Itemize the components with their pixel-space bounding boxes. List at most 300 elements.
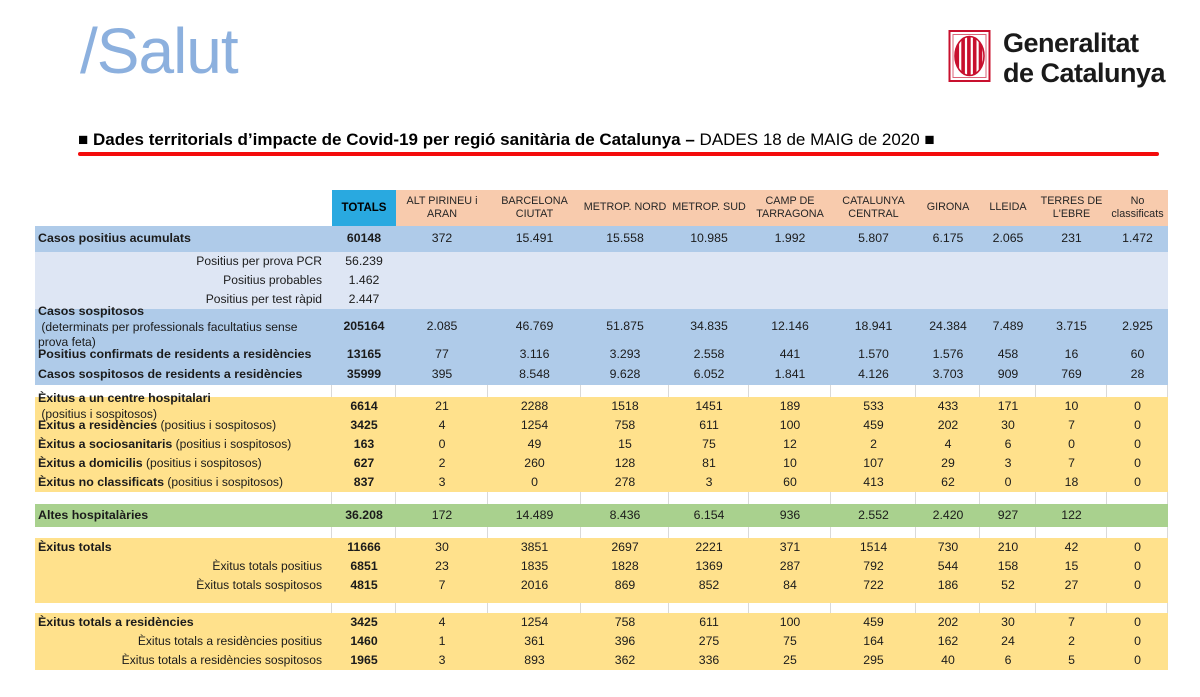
- table-row: [35, 576, 1168, 595]
- cell-region-value: 34.835: [690, 319, 728, 334]
- table-row: [35, 504, 1168, 527]
- table-row: [35, 391, 1168, 421]
- table-row: [35, 435, 1168, 454]
- cell-region-value: 0: [1134, 398, 1141, 413]
- cell-region-value: 2: [438, 455, 446, 470]
- cell-region-value: [831, 252, 916, 271]
- gap-cell: [488, 603, 581, 613]
- cell-region-value: 75: [702, 436, 716, 451]
- cell-region-value: 0: [1134, 474, 1141, 489]
- cell-region-value: 2.085: [426, 319, 458, 334]
- cell-region-value: [488, 271, 581, 290]
- gap-cell: [488, 527, 581, 538]
- cell-region-value: 40: [941, 652, 955, 667]
- cell-region-value: 51.875: [606, 319, 644, 334]
- cell-region-value: [831, 271, 916, 290]
- cell-region-value: 6.052: [693, 367, 725, 382]
- cell-region-value: 2.558: [693, 347, 725, 362]
- cell-totals: 1.462: [348, 272, 380, 287]
- gap-cell: [749, 527, 831, 538]
- cell-region-value: 295: [863, 652, 884, 667]
- cell-region-value: [1036, 252, 1107, 271]
- cell-totals: 6614: [350, 398, 378, 413]
- cell-region-value: 4.126: [858, 367, 889, 382]
- cell-region-value: 1518: [611, 398, 639, 413]
- cell-region-value: 18: [1064, 474, 1079, 489]
- gap-cell: [831, 492, 916, 504]
- table-gap-row: [35, 603, 1168, 613]
- cell-region-value: [1036, 290, 1107, 309]
- cell-region-value: 15.558: [606, 231, 644, 246]
- cell-region-value: 611: [699, 614, 719, 629]
- cell-region-value: 7: [1068, 417, 1075, 432]
- row-label: Positius per prova PCR: [196, 253, 322, 268]
- cell-totals: 13165: [346, 347, 382, 362]
- cell-region-value: [980, 252, 1036, 271]
- cell-region-value: 7: [1068, 455, 1075, 470]
- gap-cell: [35, 492, 332, 504]
- table-spacer-row: [35, 595, 1168, 603]
- gap-cell: [332, 385, 396, 397]
- cell-region-value: 0: [1134, 633, 1141, 648]
- report-title-main: ■ Dades territorials d’impacte de Covid-19 per regió sanitària de Catalunya –: [78, 130, 695, 149]
- cell-region-value: 62: [941, 474, 955, 489]
- cell-region-value: 0: [1068, 436, 1075, 451]
- table-header-row: [35, 190, 1168, 226]
- gap-cell: [581, 385, 669, 397]
- cell-region-value: [669, 290, 749, 309]
- table-row: [35, 454, 1168, 473]
- table-gap-row: [35, 527, 1168, 538]
- gap-cell: [831, 527, 916, 538]
- cell-totals: 60148: [346, 231, 382, 246]
- cell-region-value: 12.146: [771, 319, 809, 334]
- gap-cell: [980, 527, 1036, 538]
- cell-region-value: 0: [1134, 652, 1141, 667]
- cell-region-value: 0: [1134, 455, 1141, 470]
- cell-region-value: 2697: [611, 539, 639, 554]
- column-header: METROP. NORD: [581, 190, 669, 226]
- column-header: CAMP DE TARRAGONA: [749, 190, 831, 226]
- cell-region-value: 459: [863, 614, 884, 629]
- gap-cell: [980, 492, 1036, 504]
- column-header: CATALUNYA CENTRAL: [831, 190, 916, 226]
- row-label: Èxitus totals positius: [212, 558, 322, 573]
- cell-region-value: [396, 290, 488, 309]
- cell-region-value: 3.293: [609, 347, 641, 362]
- cell-region-value: 15: [1064, 558, 1079, 573]
- gap-cell: [581, 527, 669, 538]
- cell-region-value: 362: [614, 652, 636, 667]
- cell-region-value: 792: [863, 558, 884, 573]
- cell-region-value: 4: [438, 614, 446, 629]
- cell-totals: 4815: [350, 577, 378, 592]
- table-row: [35, 271, 1168, 290]
- cell-region-value: 260: [524, 455, 545, 470]
- cell-region-value: 869: [614, 577, 636, 592]
- row-label: Casos sospitosos (determinats per professionals facultatius sense prova feta): [38, 304, 298, 349]
- cell-region-value: 2: [870, 436, 877, 451]
- cell-region-value: [916, 290, 980, 309]
- cell-region-value: 84: [783, 577, 797, 592]
- cell-region-value: 9.628: [609, 367, 641, 382]
- cell-totals: 11666: [347, 539, 381, 554]
- cell-region-value: 1835: [520, 558, 549, 573]
- row-label: Èxitus totals a residències sospitosos: [121, 652, 322, 667]
- row-label: Èxitus totals: [38, 539, 112, 554]
- cell-region-value: 49: [527, 436, 542, 451]
- gap-cell: [1036, 527, 1107, 538]
- cell-region-value: 1254: [520, 417, 549, 432]
- gap-cell: [749, 385, 831, 397]
- cell-region-value: 189: [779, 398, 801, 413]
- cell-region-value: 171: [997, 398, 1019, 413]
- table-row: [35, 345, 1168, 365]
- column-header: No classificats: [1107, 190, 1168, 226]
- cell-region-value: [916, 271, 980, 290]
- table-gap-row: [35, 492, 1168, 504]
- gap-cell: [396, 527, 488, 538]
- cell-region-value: 186: [937, 577, 959, 592]
- cell-region-value: 458: [997, 347, 1019, 362]
- cell-region-value: [749, 290, 831, 309]
- gap-cell: [332, 527, 396, 538]
- cell-region-value: 0: [1134, 539, 1141, 554]
- cell-region-value: 6.154: [693, 507, 725, 522]
- cell-region-value: 8.548: [519, 367, 550, 382]
- cell-totals: 2.447: [348, 291, 380, 306]
- cell-region-value: 4: [944, 436, 952, 451]
- gap-cell: [669, 492, 749, 504]
- gap-cell: [488, 492, 581, 504]
- cell-region-value: [980, 271, 1036, 290]
- table-row: [35, 290, 1168, 309]
- cell-region-value: 0: [1134, 558, 1141, 573]
- cell-region-value: 81: [702, 455, 716, 470]
- cell-region-value: 6: [1004, 436, 1012, 451]
- cell-region-value: 1.472: [1122, 231, 1153, 246]
- cell-region-value: 2.925: [1122, 319, 1153, 334]
- cell-region-value: 52: [1001, 577, 1015, 592]
- column-header: ALT PIRINEU i ARAN: [396, 190, 488, 226]
- row-label: Positius per test ràpid: [205, 291, 322, 306]
- cell-region-value: 10: [783, 455, 797, 470]
- cell-region-value: 202: [937, 614, 959, 629]
- gap-cell: [581, 603, 669, 613]
- cell-region-value: [581, 252, 669, 271]
- gap-cell: [1036, 385, 1107, 397]
- cell-region-value: 3.703: [932, 367, 964, 382]
- cell-region-value: 1828: [611, 558, 639, 573]
- column-header-label: [35, 190, 332, 226]
- cell-region-value: [831, 290, 916, 309]
- cell-region-value: 395: [431, 367, 453, 382]
- row-label: Èxitus no classificats (positius i sospitosos): [38, 474, 283, 489]
- gencat-wordmark: [1003, 29, 1165, 87]
- cell-region-value: [396, 271, 488, 290]
- table-row: [35, 651, 1168, 670]
- cell-region-value: 7: [1068, 614, 1075, 629]
- cell-region-value: 2016: [520, 577, 549, 592]
- cell-region-value: [581, 271, 669, 290]
- cell-region-value: 100: [779, 614, 801, 629]
- report-title-date: DADES 18 de MAIG de 2020 ■: [694, 130, 935, 149]
- cell-region-value: 275: [698, 633, 720, 648]
- row-label: Èxitus a un centre hospitalari (positius i sospitosos): [38, 391, 211, 421]
- cell-region-value: 1254: [520, 614, 549, 629]
- cell-region-value: 12: [783, 436, 797, 451]
- cell-region-value: 42: [1064, 539, 1079, 554]
- cell-region-value: 128: [614, 455, 636, 470]
- cell-region-value: 23: [435, 558, 449, 573]
- table-row: [35, 252, 1168, 271]
- row-label: Èxitus a sociosanitaris (positius i sospitosos): [38, 436, 292, 451]
- gap-cell: [749, 603, 831, 613]
- gencat-shield-icon: [946, 26, 993, 91]
- row-label: Èxitus totals a residències positius: [137, 633, 322, 648]
- cell-region-value: 611: [699, 417, 719, 432]
- cell-region-value: 533: [863, 398, 884, 413]
- cell-region-value: 4: [438, 417, 446, 432]
- cell-region-value: 7: [438, 577, 446, 592]
- cell-region-value: [1107, 504, 1168, 527]
- cell-region-value: 3.116: [519, 347, 550, 362]
- cell-region-value: 122: [1061, 507, 1082, 522]
- cell-totals: 35999: [346, 367, 382, 382]
- cell-region-value: 2: [1068, 633, 1075, 648]
- gap-cell: [980, 385, 1036, 397]
- cell-totals: 1460: [350, 633, 378, 648]
- cell-region-value: 3.715: [1056, 319, 1087, 334]
- cell-region-value: 758: [614, 417, 636, 432]
- table-row: [35, 632, 1168, 651]
- cell-region-value: 0: [1134, 577, 1141, 592]
- covid-regions-table: [35, 190, 1168, 670]
- cell-region-value: 852: [698, 577, 720, 592]
- cell-region-value: 107: [863, 455, 884, 470]
- cell-region-value: [916, 252, 980, 271]
- cell-region-value: 1.992: [774, 231, 806, 246]
- cell-totals: 6851: [350, 558, 378, 573]
- gap-cell: [35, 603, 332, 613]
- cell-region-value: 164: [863, 633, 884, 648]
- cell-region-value: 6: [1004, 652, 1012, 667]
- gap-cell: [396, 603, 488, 613]
- cell-region-value: 3851: [520, 539, 549, 554]
- column-header: METROP. SUD: [669, 190, 749, 226]
- cell-region-value: 16: [1064, 347, 1079, 362]
- gap-cell: [332, 492, 396, 504]
- cell-region-value: 0: [1134, 436, 1141, 451]
- cell-region-value: 287: [779, 558, 801, 573]
- cell-region-value: [749, 252, 831, 271]
- gap-cell: [916, 492, 980, 504]
- cell-region-value: 24.384: [929, 319, 967, 334]
- cell-region-value: 3: [705, 474, 713, 489]
- cell-region-value: 3: [438, 474, 446, 489]
- salut-logo: /Salut: [80, 15, 238, 87]
- cell-region-value: 28: [1130, 367, 1145, 382]
- cell-region-value: 278: [614, 474, 636, 489]
- cell-region-value: 202: [937, 417, 959, 432]
- cell-region-value: 893: [524, 652, 545, 667]
- gap-cell: [980, 603, 1036, 613]
- row-label: Exitus a residències (positius i sospitosos): [38, 417, 277, 432]
- cell-totals: 3425: [350, 417, 378, 432]
- cell-region-value: [488, 290, 581, 309]
- cell-totals: 837: [353, 474, 375, 489]
- cell-region-value: 30: [1001, 417, 1015, 432]
- cell-region-value: 3: [1004, 455, 1012, 470]
- cell-region-value: 0: [438, 436, 446, 451]
- cell-totals: 1965: [350, 652, 378, 667]
- cell-region-value: 2.065: [992, 231, 1024, 246]
- gap-cell: [916, 603, 980, 613]
- cell-region-value: 459: [863, 417, 884, 432]
- cell-region-value: 8.436: [609, 507, 641, 522]
- row-label: Positius confirmats de residents a residències: [38, 347, 312, 362]
- gap-cell: [916, 385, 980, 397]
- row-label: Èxitus a domicilis (positius i sospitosos): [38, 455, 262, 470]
- cell-region-value: [1036, 271, 1107, 290]
- cell-region-value: 30: [435, 539, 449, 554]
- gap-cell: [35, 527, 332, 538]
- cell-region-value: 5.807: [858, 231, 889, 246]
- cell-region-value: [1107, 290, 1168, 309]
- row-label: Èxitus totals sospitosos: [196, 577, 322, 592]
- gap-cell: [1107, 385, 1168, 397]
- table-row: [35, 226, 1168, 252]
- cell-totals: 36.208: [345, 507, 383, 522]
- table-row: [35, 304, 1168, 349]
- cell-totals: 627: [353, 455, 375, 470]
- cell-region-value: 1.570: [858, 347, 889, 362]
- gap-cell: [831, 603, 916, 613]
- cell-region-value: 413: [863, 474, 884, 489]
- cell-region-value: 77: [435, 347, 449, 362]
- gap-cell: [1036, 492, 1107, 504]
- cell-region-value: 60: [783, 474, 797, 489]
- row-label: Èxitus totals a residències: [38, 614, 194, 629]
- cell-region-value: [1107, 252, 1168, 271]
- cell-region-value: 7.489: [992, 319, 1024, 334]
- cell-region-value: 1514: [859, 539, 888, 554]
- gencat-wordmark-line2: de Catalunya: [1003, 57, 1166, 88]
- table-row: [35, 538, 1168, 557]
- cell-region-value: 1.576: [932, 347, 964, 362]
- gap-cell: [1107, 527, 1168, 538]
- gap-cell: [488, 385, 581, 397]
- cell-region-value: [980, 290, 1036, 309]
- gap-cell: [396, 492, 488, 504]
- cell-region-value: 396: [614, 633, 636, 648]
- gencat-logo: [946, 26, 1165, 91]
- cell-region-value: 27: [1064, 577, 1079, 592]
- table-row: [35, 365, 1168, 385]
- cell-region-value: [669, 252, 749, 271]
- gap-cell: [581, 492, 669, 504]
- cell-region-value: 75: [783, 633, 797, 648]
- row-label: Positius probables: [223, 272, 322, 287]
- cell-region-value: 544: [937, 558, 959, 573]
- gap-cell: [669, 527, 749, 538]
- cell-region-value: 372: [431, 231, 453, 246]
- cell-region-value: 769: [1061, 367, 1082, 382]
- cell-region-value: 927: [997, 507, 1019, 522]
- cell-region-value: 18.941: [854, 319, 893, 334]
- cell-region-value: 25: [783, 652, 797, 667]
- report-title: [78, 130, 1168, 150]
- cell-region-value: 10: [1064, 398, 1079, 413]
- column-header: TOTALS: [332, 190, 396, 226]
- cell-region-value: 231: [1061, 231, 1082, 246]
- column-header: GIRONA: [916, 190, 980, 226]
- cell-region-value: 909: [997, 367, 1019, 382]
- cell-region-value: 6.175: [932, 231, 964, 246]
- cell-region-value: 361: [524, 633, 545, 648]
- cell-region-value: 433: [937, 398, 959, 413]
- column-header: LLEIDA: [980, 190, 1036, 226]
- gap-cell: [749, 492, 831, 504]
- gap-cell: [332, 603, 396, 613]
- gap-cell: [916, 527, 980, 538]
- cell-region-value: 15: [618, 436, 632, 451]
- cell-region-value: [396, 252, 488, 271]
- cell-region-value: [669, 271, 749, 290]
- cell-region-value: 336: [698, 652, 720, 667]
- cell-region-value: 162: [937, 633, 959, 648]
- cell-region-value: [749, 271, 831, 290]
- cell-totals: 56.239: [345, 253, 383, 268]
- gap-cell: [1036, 603, 1107, 613]
- cell-totals: 205164: [343, 319, 385, 334]
- cell-region-value: 5: [1068, 652, 1075, 667]
- column-header: TERRES DE L'EBRE: [1036, 190, 1107, 226]
- gap-cell: [831, 385, 916, 397]
- table-row: [35, 613, 1168, 632]
- cell-region-value: 722: [863, 577, 884, 592]
- cell-region-value: 2.420: [932, 507, 964, 522]
- cell-region-value: 1369: [695, 558, 723, 573]
- cell-region-value: 0: [1134, 417, 1141, 432]
- cell-region-value: 46.769: [515, 319, 554, 334]
- cell-region-value: 14.489: [515, 507, 554, 522]
- cell-region-value: 758: [614, 614, 636, 629]
- cell-region-value: 10.985: [690, 231, 728, 246]
- cell-region-value: 29: [941, 455, 955, 470]
- column-header: BARCELONA CIUTAT: [488, 190, 581, 226]
- cell-region-value: 730: [937, 539, 959, 554]
- cell-region-value: 441: [779, 347, 801, 362]
- table-row: [35, 473, 1168, 492]
- cell-totals: 3425: [350, 614, 378, 629]
- cell-region-value: 1: [438, 633, 446, 648]
- row-label: Casos positius acumulats: [38, 231, 191, 246]
- cell-region-value: [581, 290, 669, 309]
- row-label: Casos sospitosos de residents a residències: [38, 367, 303, 382]
- cell-region-value: 172: [431, 507, 453, 522]
- title-underline: [78, 152, 1159, 156]
- table-row: [35, 416, 1168, 435]
- cell-region-value: 21: [435, 398, 449, 413]
- cell-region-value: 2221: [695, 539, 723, 554]
- cell-region-value: 936: [779, 507, 801, 522]
- cell-region-value: 30: [1001, 614, 1015, 629]
- gap-cell: [669, 603, 749, 613]
- cell-region-value: 210: [997, 539, 1019, 554]
- gap-cell: [396, 385, 488, 397]
- cell-region-value: 3: [438, 652, 446, 667]
